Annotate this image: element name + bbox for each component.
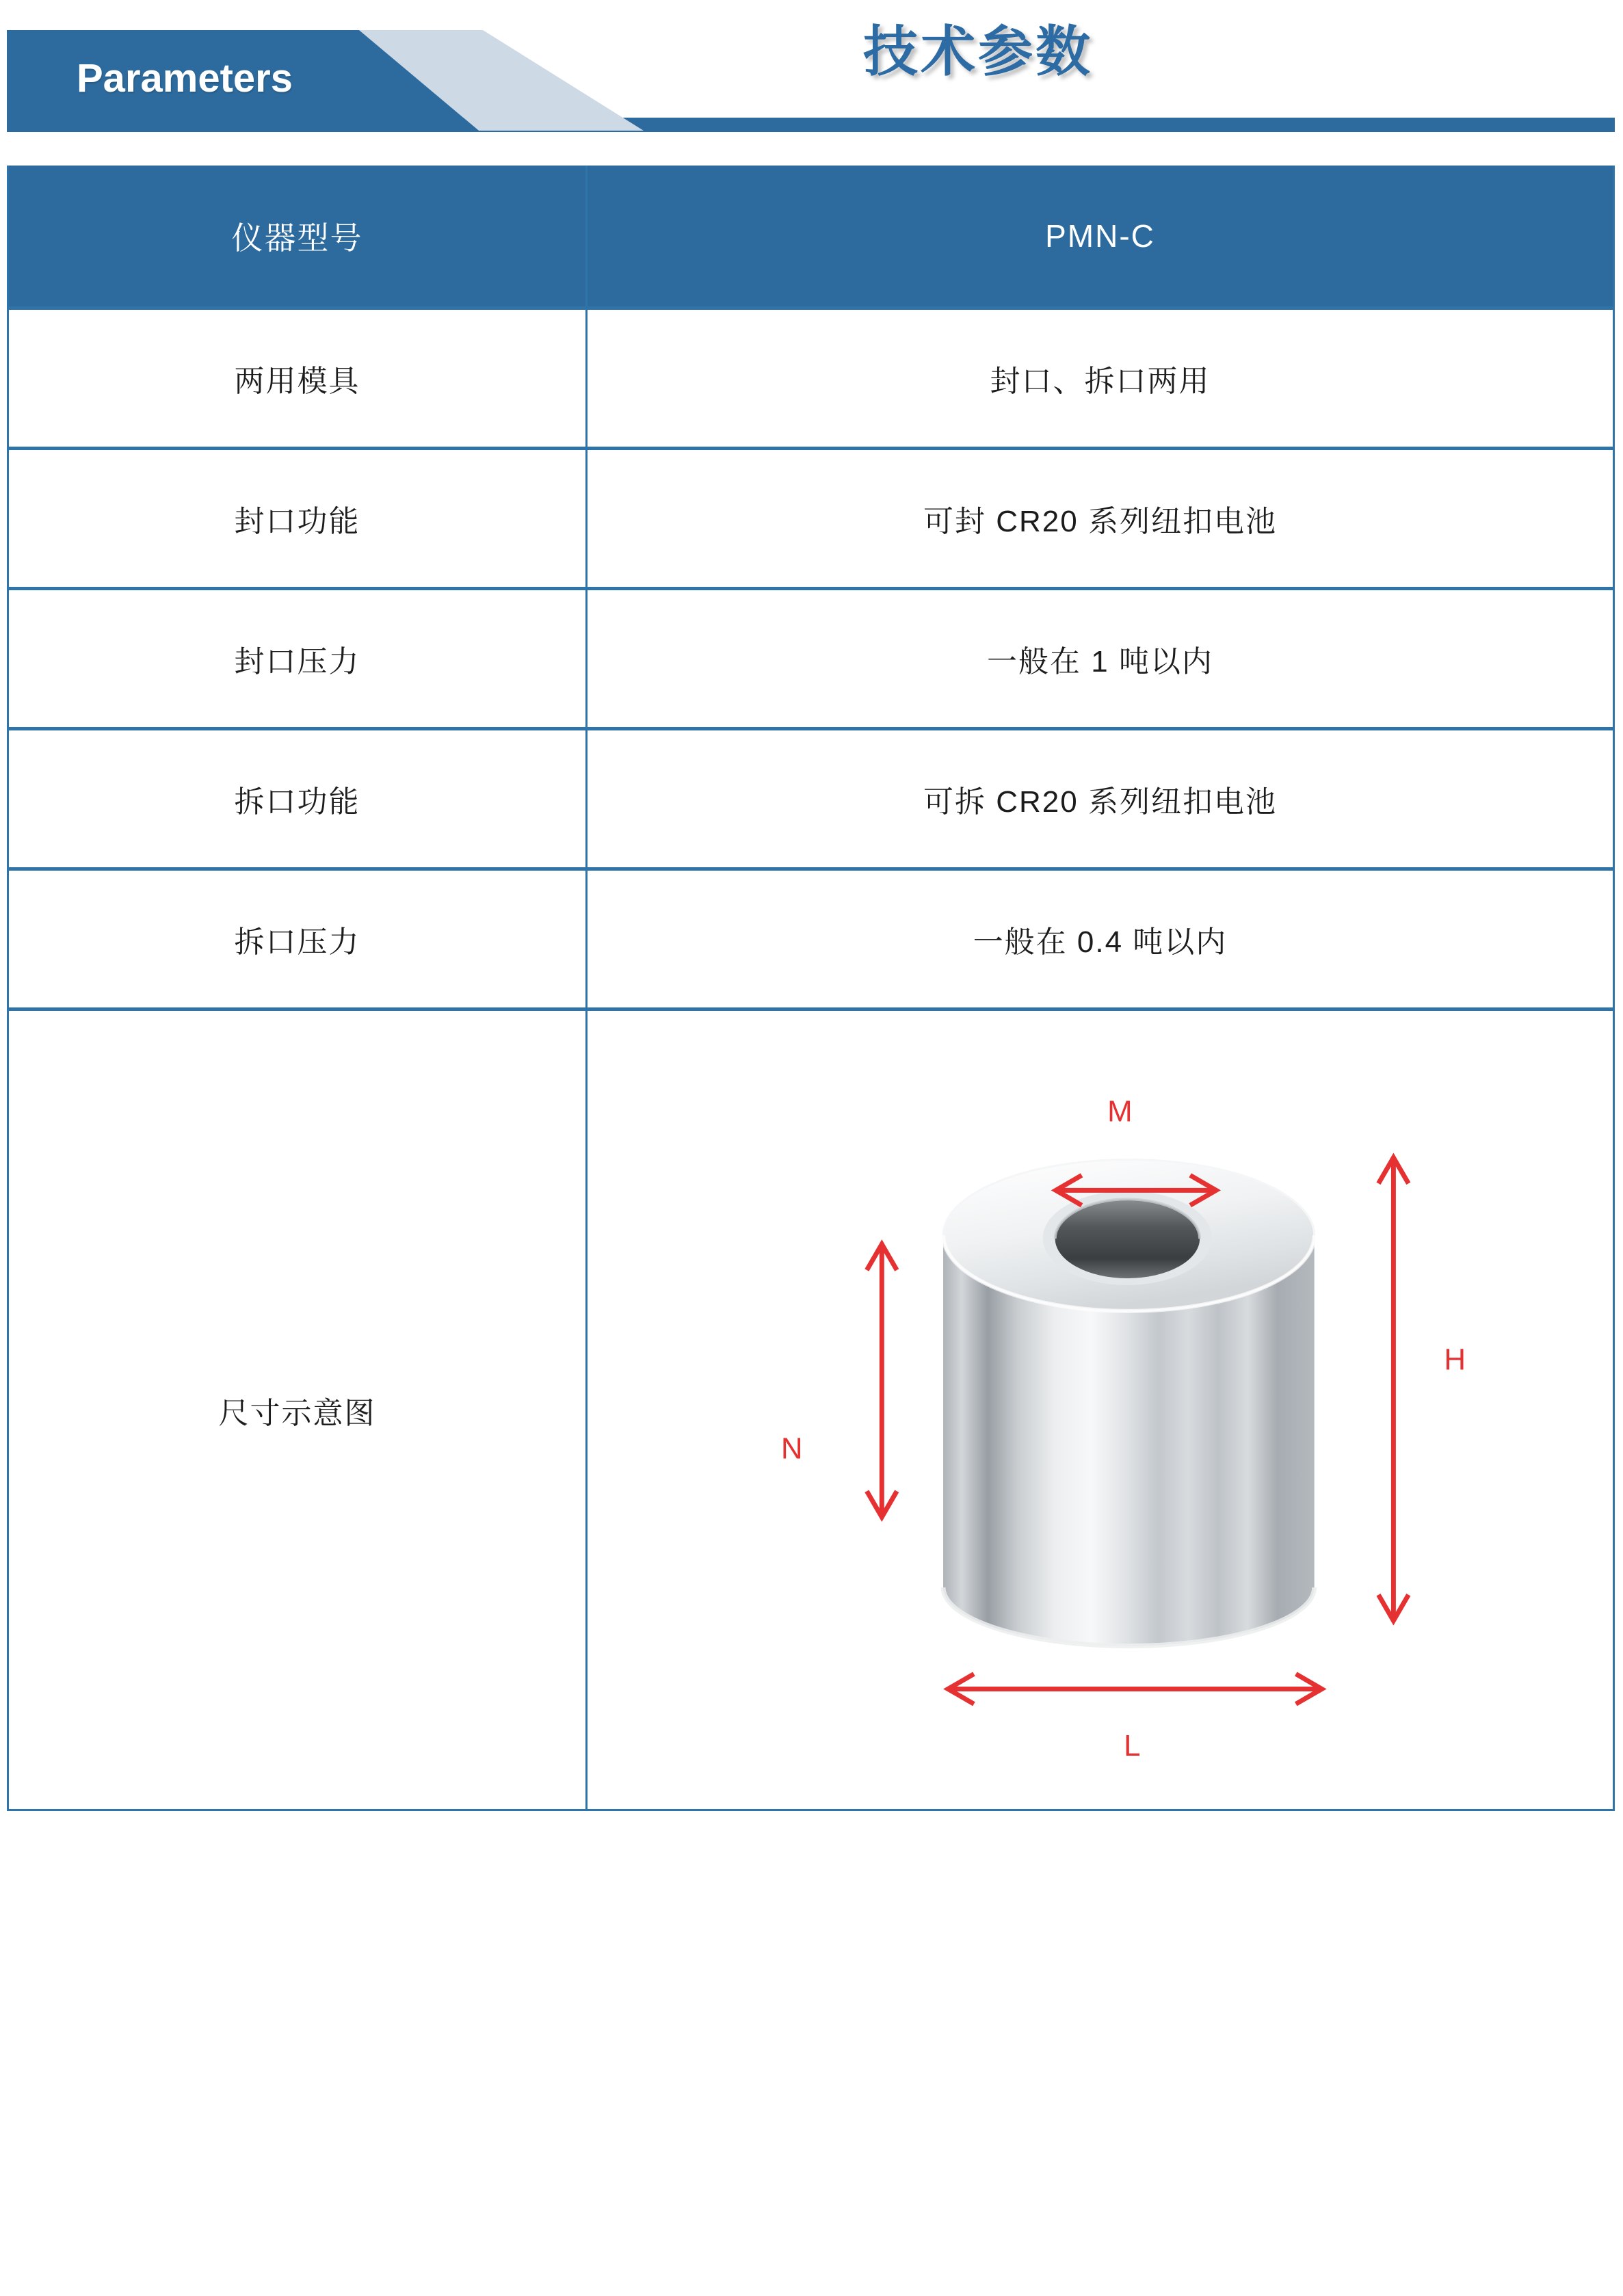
dimension-label-l: L [1124, 1729, 1141, 1763]
table-row-value: 可拆 CR20 系列纽扣电池 [585, 727, 1613, 867]
table-row-value: 一般在 1 吨以内 [585, 587, 1613, 727]
dimension-arrow-n [867, 1244, 897, 1517]
dimension-arrow-l [948, 1674, 1322, 1704]
table-row-label: 两用模具 [9, 306, 585, 447]
diagram-row-label: 尺寸示意图 [9, 1007, 585, 1809]
dimension-label-n: N [780, 1431, 803, 1466]
spec-table [7, 166, 1615, 1811]
dimension-arrow-h [1378, 1157, 1408, 1620]
header-badge-label: Parameters [77, 55, 293, 101]
table-row-label: 拆口功能 [9, 727, 585, 867]
table-row-label: 封口压力 [9, 587, 585, 727]
table-row-label: 拆口压力 [9, 867, 585, 1007]
table-header-model-label: 仪器型号 [9, 166, 585, 306]
diagram-cell [585, 1007, 1613, 1809]
table-header-model-value: PMN-C [585, 166, 1613, 306]
dimension-label-m: M [1107, 1094, 1133, 1129]
cylinder-die-illustration [943, 1159, 1315, 1646]
dimension-label-h: H [1444, 1343, 1466, 1377]
page-title: 技术参数 [863, 21, 1093, 82]
table-row-label: 封口功能 [9, 447, 585, 587]
dimension-diagram [588, 1011, 1613, 1809]
table-row-value: 可封 CR20 系列纽扣电池 [585, 447, 1613, 587]
table-row-value: 一般在 0.4 吨以内 [585, 867, 1613, 1007]
table-row-value: 封口、拆口两用 [585, 306, 1613, 447]
